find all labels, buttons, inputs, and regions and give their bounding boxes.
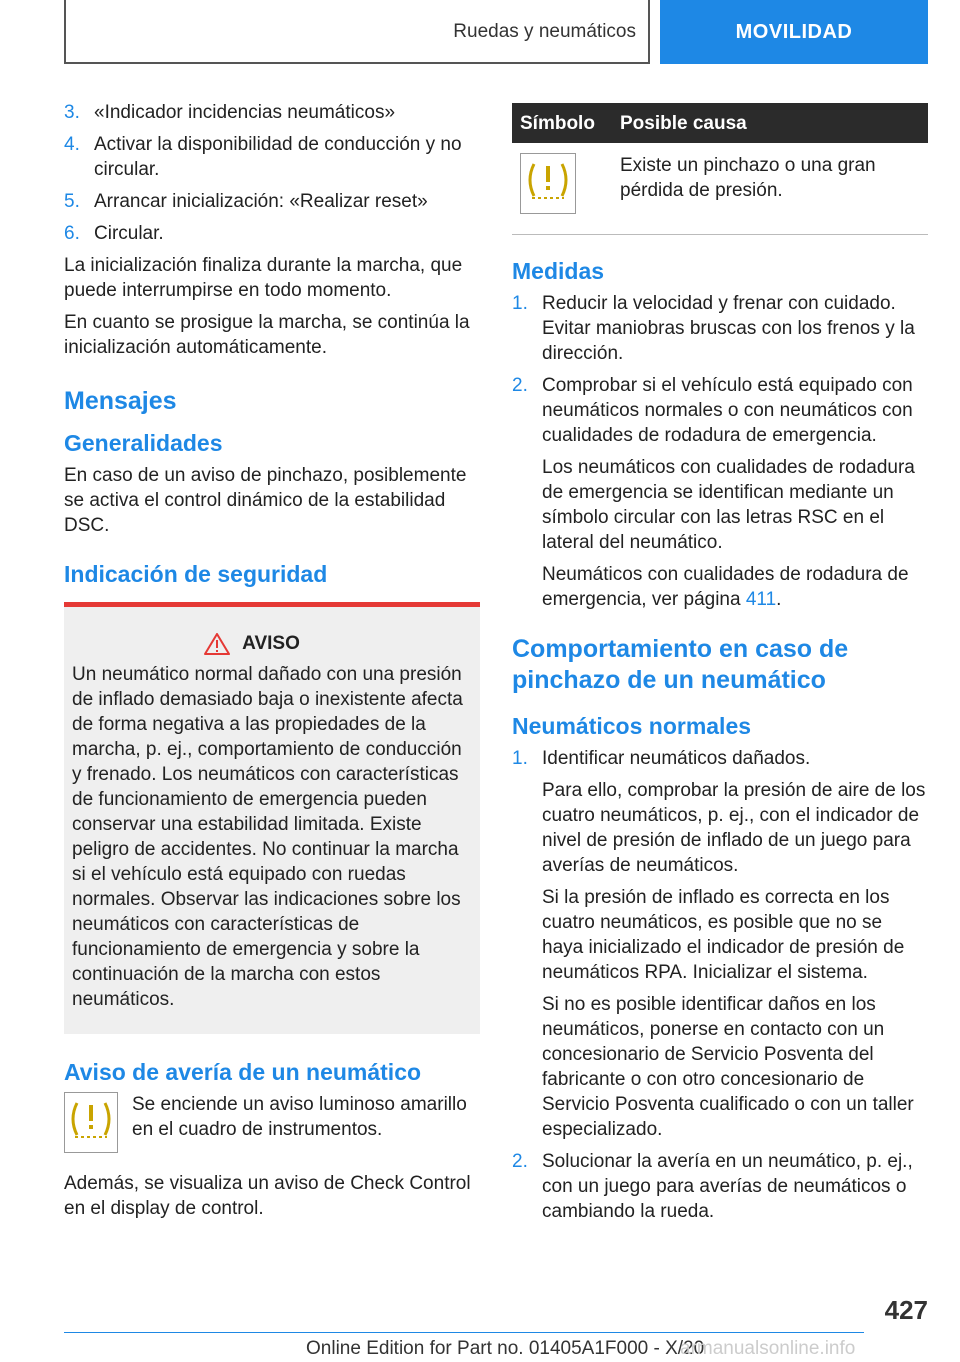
left-column [64, 100, 480, 1228]
lamp-description: Se enciende un aviso luminoso amarillo en el cuadro de instrumentos. [132, 1094, 467, 1140]
list-item [512, 291, 928, 366]
heading-generalidades: Generalidades [64, 430, 223, 456]
paragraph: Además, se visualiza un aviso de Check Control en el display de control. [64, 1173, 471, 1219]
step-number: 2. [512, 375, 528, 396]
symbol-cell [512, 143, 612, 235]
list-item [64, 100, 480, 125]
page-number: 427 [884, 1295, 928, 1325]
step-number: 4. [64, 134, 80, 155]
warning-title [32, 631, 472, 656]
step-text: Arrancar inicialización: «Realizar reset» [94, 191, 428, 212]
paragraph: En caso de un aviso de pinchazo, posiblemente se activa el control dinámico de la estabilidad DSC. [64, 465, 467, 536]
warning-box [64, 602, 480, 1034]
step-text: Activar la disponibilidad de conducción y no circular. [94, 134, 462, 180]
lamp-row [64, 1092, 480, 1153]
heading-mensajes: Mensajes [64, 387, 177, 415]
list-item [512, 373, 928, 612]
step-number: 5. [64, 191, 80, 212]
step-number: 2. [512, 1151, 528, 1172]
column-header-causa: Posible causa [612, 103, 928, 143]
cause-cell: Existe un pinchazo o una gran pérdida de presión. [612, 143, 928, 235]
heading-seguridad: Indicación de seguridad [64, 561, 328, 587]
step-number: 1. [512, 748, 528, 769]
list-item [64, 132, 480, 182]
footer-divider [64, 1332, 864, 1333]
step-subtext [542, 562, 928, 612]
medidas-list [512, 291, 928, 612]
step-text: Identificar neumáticos dañados. [542, 748, 811, 769]
paragraph: La inicialización finaliza durante la marcha, que puede interrumpirse en todo momento. [64, 255, 463, 301]
subtext-post: . [776, 589, 782, 610]
tire-pressure-warning-icon [64, 1092, 118, 1153]
page-header [64, 0, 928, 64]
right-column [512, 103, 928, 1231]
step-subtext: Los neumáticos con cualidades de rodadura de emergencia se identifican mediante un símbolo circular con las letras RSC en el lateral del neumático. [542, 457, 915, 553]
warning-text: Un neumático normal dañado con una presión de inflado demasiado baja o inexistente afecta de forma negativa a las propiedades de la marcha, p. ej., comportamiento de conducción y frenado. Los neumáticos con características de funcionamiento de emergencia pueden conservar una estabilidad limitada. Existe peligro de accidentes. No continuar la marcha si el vehículo está equipado con ruedas normales. Observar las indicaciones sobre los neumáticos con características de funcionamiento de emergencia y sobre la continuación de la marcha con estos neumáticos. [72, 664, 463, 1010]
step-text: Reducir la velocidad y frenar con cuidado. Evitar maniobras bruscas con los frenos y la dirección. [542, 293, 915, 364]
step-number: 6. [64, 223, 80, 244]
edition-text: Online Edition for Part no. 01405A1F000 - X/20 [306, 1338, 705, 1359]
watermark: armanualsonline.info [680, 1338, 856, 1359]
section-tab[interactable]: MOVILIDAD [660, 0, 928, 64]
symbol-table [512, 103, 928, 235]
heading-neumaticos-normales: Neumáticos normales [512, 713, 752, 739]
table-header-row [512, 103, 928, 143]
list-item [64, 221, 480, 246]
step-text: Circular. [94, 223, 164, 244]
step-number: 3. [64, 102, 80, 123]
step-text: «Indicador incidencias neumáticos» [94, 102, 396, 123]
list-item [64, 189, 480, 214]
step-subtext: Para ello, comprobar la presión de aire de los cuatro neumáticos, p. ej., con el indicador de nivel de presión de inflado de un juego para averías de neumáticos. [542, 780, 926, 876]
column-header-simbolo: Símbolo [512, 103, 612, 143]
heading-aviso-averia: Aviso de avería de un neumático [64, 1059, 422, 1085]
paragraph: En cuanto se prosigue la marcha, se continúa la inicialización automáticamente. [64, 312, 470, 358]
heading-medidas: Medidas [512, 258, 605, 284]
step-number: 1. [512, 293, 528, 314]
breadcrumb: Ruedas y neumáticos [64, 0, 650, 64]
step-subtext: Si no es posible identificar daños en los neumáticos, ponerse en contacto con un concesionario de Servicio Posventa del fabricante o con otro concesionario de Servicio Posventa cualificado o con un taller especializado. [542, 994, 914, 1140]
list-item [512, 746, 928, 1142]
heading-comportamiento: Comportamiento en caso de pinchazo de un neumático [512, 635, 849, 694]
step-subtext: Si la presión de inflado es correcta en los cuatro neumáticos, es posible que no se haya inicializado el indicador de presión de neumáticos RPA. Inicializar el sistema. [542, 887, 905, 983]
list-item [512, 1149, 928, 1224]
table-row [512, 143, 928, 235]
page-link[interactable]: 411 [745, 589, 777, 610]
init-steps-list [64, 100, 480, 246]
step-text: Solucionar la avería en un neumático, p. ej., con un juego para averías de neumáticos o cambiando la rueda. [542, 1151, 913, 1222]
normales-list [512, 746, 928, 1224]
tire-pressure-warning-icon [520, 153, 576, 214]
subtext-pre: Neumáticos con cualidades de rodadura de emergencia, ver página [542, 564, 909, 610]
step-text: Comprobar si el vehículo está equipado con neumáticos normales o con neumáticos con cualidades de rodadura de emergencia. [542, 375, 913, 446]
warning-triangle-icon [204, 633, 230, 655]
warning-label: AVISO [242, 633, 300, 654]
